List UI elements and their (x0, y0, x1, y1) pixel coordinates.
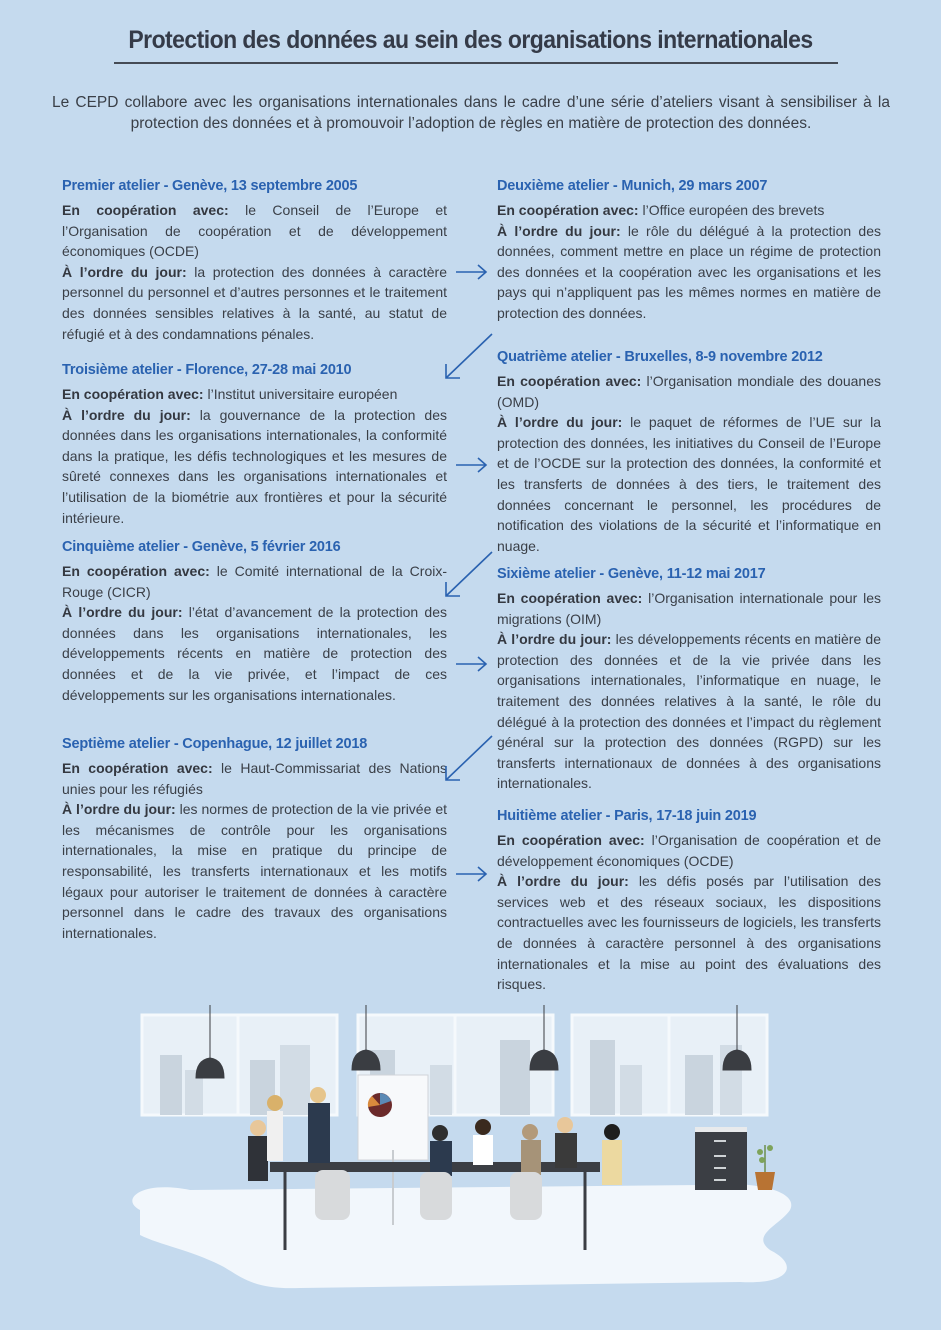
workshop-agenda (62, 799, 447, 943)
cooperation-label: En coopération avec: (497, 590, 643, 606)
workshop-7 (62, 734, 447, 943)
workshop-cooperation (62, 561, 447, 602)
workshop-agenda (62, 262, 447, 344)
agenda-text: la gouvernance de la protection des données dans les organisations internationales, la conformité dans la pratique, les défis technologiques et les mesures de sûreté connexes dans les organisations internationales et l’utilisation de la biométrie aux frontières et pour la sécurité intérieure. (62, 406, 447, 526)
agenda-label: À l’ordre du jour: (62, 604, 183, 621)
workshop-heading: Huitième atelier - Paris, 17-18 juin 2019 (497, 808, 757, 824)
workshop-agenda (62, 405, 447, 529)
arrow-right-icon (452, 654, 492, 674)
agenda-label: À l’ordre du jour: (497, 222, 621, 239)
arrow-right-icon (452, 262, 492, 282)
workshop-4 (497, 347, 881, 556)
workshop-3 (62, 360, 447, 528)
cooperation-text: l’Organisation internationale pour les migrations (OIM) (497, 590, 882, 627)
workshop-heading: Deuxième atelier - Munich, 29 mars 2007 (497, 178, 768, 194)
agenda-label: À l’ordre du jour: (497, 414, 623, 431)
agenda-label: À l’ordre du jour: (62, 263, 187, 280)
workshop-cooperation (497, 371, 881, 412)
workshop-8 (497, 806, 881, 995)
page-title: Protection des données au sein des organisations internationales (128, 26, 813, 54)
cooperation-text: l’Office européen des brevets (638, 202, 825, 218)
arrow-right-icon (452, 864, 492, 884)
floor-shape (132, 1184, 791, 1288)
arrow-right-icon (452, 455, 492, 475)
workshop-agenda (497, 412, 881, 556)
workshop-cooperation (497, 200, 881, 221)
cooperation-label: En coopération avec: (62, 760, 213, 776)
workshop-agenda (497, 629, 881, 794)
cooperation-text: l’Organisation mondiale des douanes (OMD) (497, 373, 882, 410)
workshop-1 (62, 176, 447, 344)
workshop-agenda (497, 871, 881, 995)
workshop-heading: Septième atelier - Copenhague, 12 juillet 2018 (62, 736, 368, 752)
plant-icon (755, 1145, 775, 1190)
cooperation-text: le Haut-Commissariat des Nations unies pour les réfugiés (62, 760, 448, 797)
workshop-cooperation (62, 200, 447, 262)
workshop-cooperation (62, 384, 447, 405)
agenda-label: À l’ordre du jour: (497, 631, 612, 648)
agenda-text: le rôle du délégué à la protection des données, comment mettre en place un régime de protection des données et la coopération avec les organisations et les pays qui n’appliquent pas les mêmes normes en matière de protection des données. (497, 222, 881, 321)
agenda-label: À l’ordre du jour: (62, 406, 191, 423)
arrow-down-left-icon (440, 548, 496, 600)
cooperation-text: l’Institut universitaire européen (203, 386, 398, 402)
workshop-agenda (62, 602, 447, 705)
cooperation-text: le Comité international de la Croix-Rouge (CICR) (62, 563, 447, 600)
workshop-2 (497, 176, 881, 324)
workshop-cooperation (497, 830, 881, 871)
meeting-room-illustration (100, 1000, 840, 1330)
workshop-heading: Quatrième atelier - Bruxelles, 8-9 novembre 2012 (497, 349, 823, 365)
window-left (142, 1015, 337, 1115)
cooperation-label: En coopération avec: (62, 386, 204, 402)
agenda-text: la protection des données à caractère personnel du personnel et d’autres personnes et le traitement des données sensibles relatives à la santé, au statut de réfugié et à des condamnations pénales. (62, 263, 447, 342)
title-underline (114, 62, 838, 64)
cooperation-text: le Conseil de l’Europe et l’Organisation de coopération et de développement économiques (OCDE) (62, 202, 447, 260)
cooperation-label: En coopération avec: (62, 202, 229, 218)
workshop-cooperation (62, 758, 447, 799)
agenda-text: le paquet de réformes de l’UE sur la protection des données, les initiatives du Conseil de l’Europe et de l’OCDE sur la protection des données, la conformité et les transferts de données à des tiers, le traitement des données concernant le personnel, les procédures de notification des violations de la sécurité et l’informatique en nuage. (497, 414, 881, 554)
cooperation-text: l’Organisation de coopération et de développement économiques (OCDE) (497, 832, 881, 869)
agenda-label: À l’ordre du jour: (62, 801, 176, 818)
cooperation-label: En coopération avec: (497, 832, 645, 848)
workshop-heading: Premier atelier - Genève, 13 septembre 2005 (62, 178, 358, 194)
arrow-down-left-icon (440, 330, 496, 382)
intro-paragraph: Le CEPD collabore avec les organisations internationales dans le cadre d’une série d’ateliers visant à sensibiliser à la protection des données et à promouvoir l’adoption de règles en matière de protection des données. (52, 94, 890, 132)
arrow-down-left-icon (440, 732, 496, 784)
agenda-text: les normes de protection de la vie privée et les mécanismes de contrôle pour les organisations internationales, la mise en pratique du principe de responsabilité, les transferts internationaux et les motifs légaux pour autoriser le traitement de données à caractère personnel dans le cadre des travaux des organisations internationales. (62, 801, 447, 941)
workshop-5 (62, 537, 447, 705)
agenda-text: l’état d’avancement de la protection des données dans les organisations internationales, les développements récents en matière de protection des données et de la vie privée, et l’impact de ces développements sur les organisations internationales. (62, 604, 447, 703)
cooperation-label: En coopération avec: (497, 202, 639, 218)
workshop-agenda (497, 221, 881, 324)
agenda-label: À l’ordre du jour: (497, 873, 629, 890)
workshop-heading: Sixième atelier - Genève, 11-12 mai 2017 (497, 566, 766, 582)
cooperation-label: En coopération avec: (62, 563, 210, 579)
workshop-6 (497, 564, 881, 794)
cooperation-label: En coopération avec: (497, 373, 642, 389)
agenda-text: les défis posés par l’utilisation des services web et des réseaux sociaux, les dispositions contractuelles avec les fournisseurs de logiciels, les transferts de données à caractère personnel à des organisations internationales et la mise au point des évaluations des risques. (497, 873, 881, 993)
agenda-text: les développements récents en matière de protection des données et de la vie privée dans les organisations internationales, l’informatique en nuage, le traitement des données relatives à la santé, le rôle du délégué à la protection des données et l’impact du règlement général sur la protection des données (RGPD) sur les transferts internationaux de données à des organisations internationales. (497, 631, 881, 792)
workshop-cooperation (497, 588, 881, 629)
workshop-heading: Troisième atelier - Florence, 27-28 mai 2010 (62, 362, 352, 378)
workshop-heading: Cinquième atelier - Genève, 5 février 2016 (62, 539, 341, 555)
